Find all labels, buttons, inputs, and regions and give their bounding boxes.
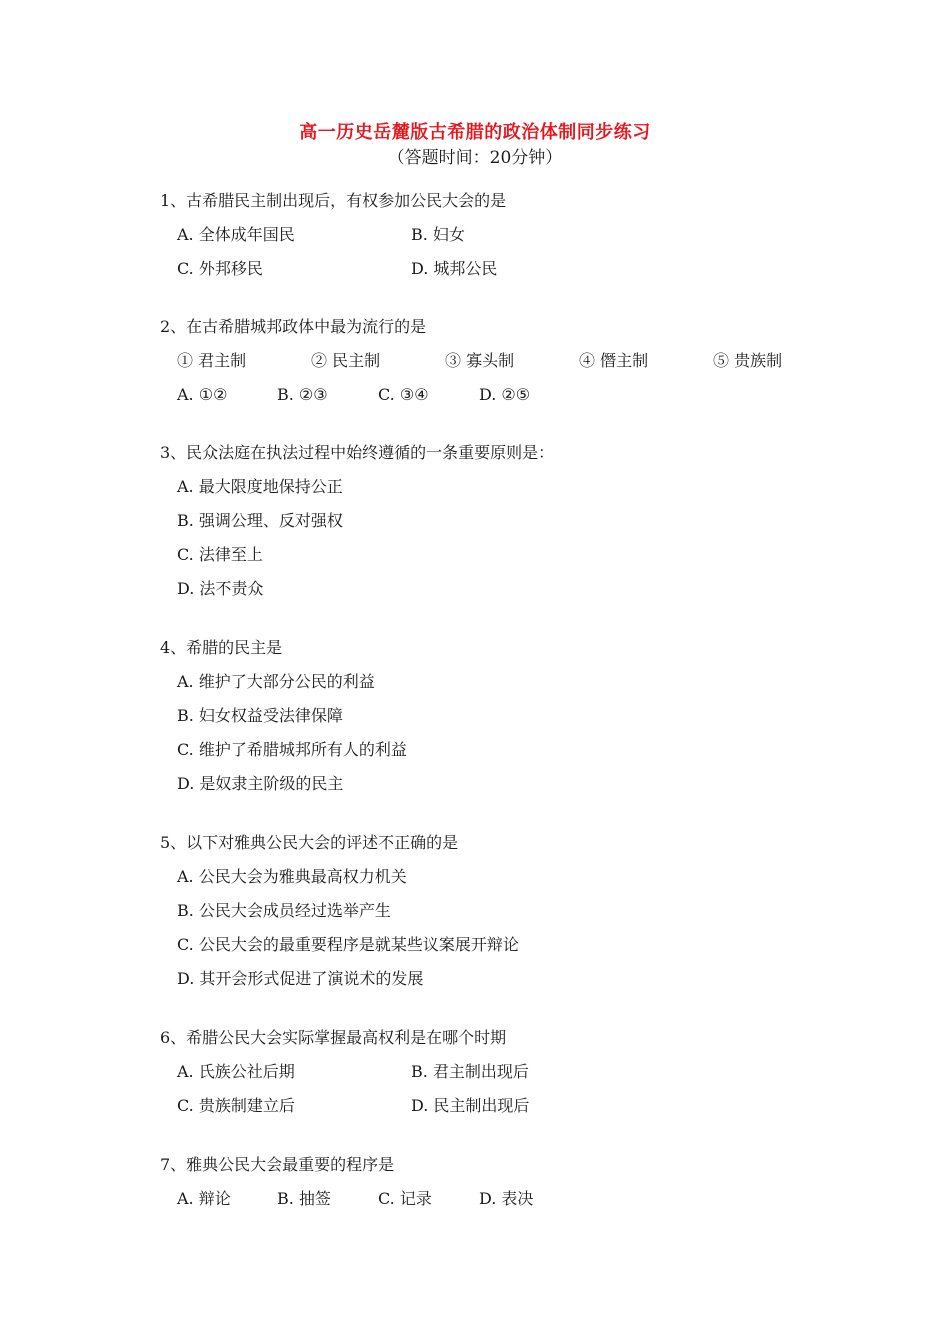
page-subtitle: （答题时间：20分钟） bbox=[387, 148, 563, 168]
question-5-option-d: D. 其开会形式促进了演说术的发展 bbox=[177, 969, 424, 988]
question-2-stem: 2、在古希腊城邦政体中最为流行的是 bbox=[160, 317, 427, 336]
question-2-option-c: C. ③④ bbox=[378, 385, 429, 404]
question-7-option-a: A. 辩论 bbox=[177, 1189, 231, 1208]
question-6-option-c: C. 贵族制建立后 bbox=[177, 1096, 295, 1115]
question-3-option-b: B. 强调公理、反对强权 bbox=[177, 511, 343, 530]
question-4-option-c: C. 维护了希腊城邦所有人的利益 bbox=[177, 740, 407, 759]
question-2-option-a: A. ①② bbox=[177, 385, 228, 404]
question-4-option-d: D. 是奴隶主阶级的民主 bbox=[177, 774, 344, 793]
page-title: 高一历史岳麓版古希腊的政治体制同步练习 bbox=[299, 122, 651, 143]
question-2-item-4: ④ 僭主制 bbox=[579, 351, 649, 370]
question-2-option-b: B. ②③ bbox=[277, 385, 328, 404]
question-1-stem: 1、古希腊民主制出现后，有权参加公民大会的是 bbox=[160, 191, 507, 210]
question-6-option-b: B. 君主制出现后 bbox=[411, 1062, 529, 1081]
question-7-option-b: B. 抽签 bbox=[277, 1189, 331, 1208]
question-4-option-a: A. 维护了大部分公民的利益 bbox=[177, 672, 375, 691]
question-2-item-3: ③ 寡头制 bbox=[445, 351, 515, 370]
question-1-option-b: B. 妇女 bbox=[411, 225, 465, 244]
question-4-option-b: B. 妇女权益受法律保障 bbox=[177, 706, 343, 725]
question-5-option-a: A. 公民大会为雅典最高权力机关 bbox=[177, 867, 407, 886]
question-3-stem: 3、民众法庭在执法过程中始终遵循的一条重要原则是： bbox=[160, 443, 555, 462]
question-2-item-1: ① 君主制 bbox=[177, 351, 247, 370]
question-3-option-d: D. 法不责众 bbox=[177, 579, 264, 598]
question-7-option-d: D. 表决 bbox=[479, 1189, 534, 1208]
question-5-stem: 5、以下对雅典公民大会的评述不正确的是 bbox=[160, 833, 459, 852]
question-2-option-d: D. ②⑤ bbox=[479, 385, 531, 404]
question-5-option-b: B. 公民大会成员经过选举产生 bbox=[177, 901, 391, 920]
question-7-stem: 7、雅典公民大会最重要的程序是 bbox=[160, 1155, 395, 1174]
question-1-option-c: C. 外邦移民 bbox=[177, 259, 263, 278]
question-6-stem: 6、希腊公民大会实际掌握最高权利是在哪个时期 bbox=[160, 1028, 507, 1047]
question-6-option-d: D. 民主制出现后 bbox=[411, 1096, 530, 1115]
question-6-option-a: A. 氏族公社后期 bbox=[177, 1062, 295, 1081]
question-1-option-d: D. 城邦公民 bbox=[411, 259, 498, 278]
question-3-option-c: C. 法律至上 bbox=[177, 545, 263, 564]
question-4-stem: 4、希腊的民主是 bbox=[160, 638, 283, 657]
question-7-option-c: C. 记录 bbox=[378, 1189, 432, 1208]
question-1-option-a: A. 全体成年国民 bbox=[177, 225, 295, 244]
question-3-option-a: A. 最大限度地保持公正 bbox=[177, 477, 343, 496]
question-2-item-2: ② 民主制 bbox=[311, 351, 381, 370]
question-5-option-c: C. 公民大会的最重要程序是就某些议案展开辩论 bbox=[177, 935, 519, 954]
question-2-item-5: ⑤ 贵族制 bbox=[713, 351, 783, 370]
